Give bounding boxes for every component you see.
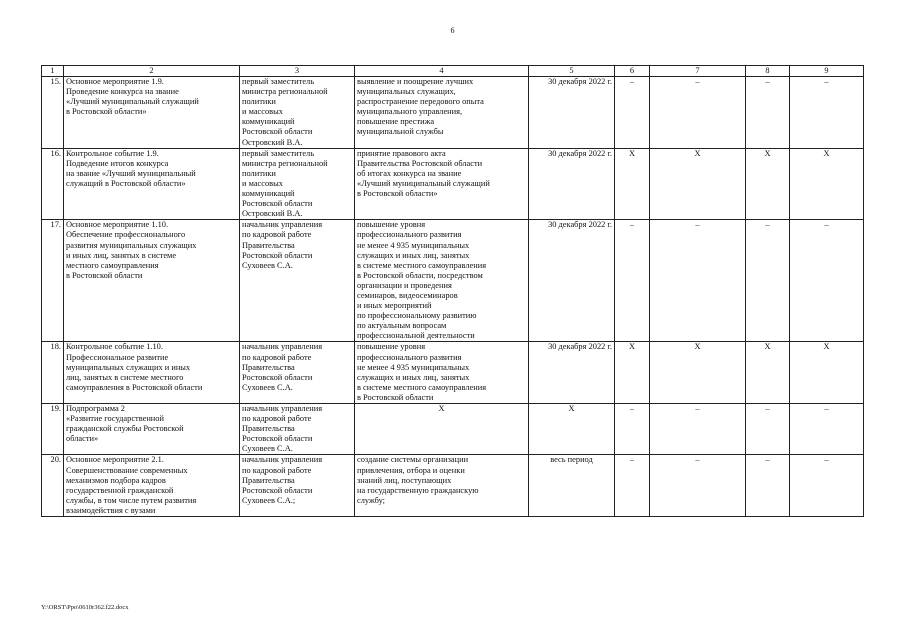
activity-name-line: развития муниципальных служащих (66, 240, 197, 250)
expected-result-line: муниципальной службы (357, 127, 444, 137)
activity-name-line: лиц, занятых в системе местного (66, 372, 184, 382)
responsible-executor (240, 220, 355, 342)
activity-name-line: гражданской службы Ростовской (66, 424, 184, 434)
col-6-cell: Х (615, 148, 650, 220)
activity-name-line: Подпрограмма 2 (66, 404, 125, 413)
row-number: 15. (42, 77, 64, 149)
responsible-executor-line: по кадровой работе (242, 352, 312, 362)
activity-name-line: и иных лиц, занятых в системе (66, 250, 177, 260)
responsible-executor-line: Ростовской области (242, 372, 313, 382)
table-row (42, 404, 864, 455)
responsible-executor-line: министра региональной (242, 87, 328, 97)
activity-name-line: Основное мероприятие 1.10. (66, 220, 169, 230)
responsible-executor-line: начальник управления (242, 220, 323, 230)
expected-result-line: и иных мероприятий (357, 301, 432, 311)
expected-result-line: муниципальных служащих, (357, 87, 456, 97)
col-8-cell: – (746, 455, 790, 517)
activity-name-line: Основное мероприятие 2.1. (66, 455, 164, 465)
responsible-executor-line: начальник управления (242, 404, 323, 413)
expected-result-line: по профессиональному развитию (357, 311, 477, 321)
col-7-cell: – (650, 404, 746, 455)
col-6-cell: – (615, 455, 650, 517)
responsible-executor-line: Правительства (242, 424, 295, 434)
responsible-executor-line: по кадровой работе (242, 230, 312, 240)
expected-result-line: не менее 4 935 муниципальных (357, 362, 470, 372)
deadline: 30 декабря 2022 г. (529, 148, 615, 220)
activity-name-line: взаимодействия с вузами (66, 505, 156, 515)
activity-name-line: Основное мероприятие 1.9. (66, 77, 164, 86)
expected-result-line: в Ростовской области» (357, 189, 438, 199)
activity-name-line: Профессиональное развитие (66, 352, 169, 362)
responsible-executor-line: Островский В.А. (242, 209, 303, 219)
responsible-executor-line: начальник управления (242, 455, 323, 465)
table-row (42, 220, 864, 342)
col-7-cell: Х (650, 342, 746, 404)
activities-table (41, 65, 864, 517)
responsible-executor-line: Островский В.А. (242, 137, 303, 147)
expected-result-line: не менее 4 935 муниципальных (357, 240, 470, 250)
expected-result-line: в системе местного самоуправления (357, 382, 487, 392)
header-cell: 2 (64, 66, 240, 77)
table-row (42, 342, 864, 404)
responsible-executor-line: политики (242, 97, 276, 107)
file-path-footer: Y:\ORST\Ppo\0610r362.f22.docx (41, 604, 129, 611)
header-cell: 7 (650, 66, 746, 77)
row-number: 18. (42, 342, 64, 404)
responsible-executor-line: Правительства (242, 240, 295, 250)
expected-result-line: распространение передового опыта (357, 97, 484, 107)
responsible-executor-line: Ростовской области (242, 485, 313, 495)
activity-name (64, 342, 240, 404)
deadline: 30 декабря 2022 г. (529, 77, 615, 149)
expected-result-line: в системе местного самоуправления (357, 260, 487, 270)
activity-name-line: в Ростовской области (66, 270, 143, 280)
responsible-executor-line: министра региональной (242, 158, 328, 168)
activity-name-line: Контрольное событие 1.10. (66, 342, 163, 352)
col-9-cell: – (790, 455, 864, 517)
expected-result-line: повышение уровня (357, 220, 426, 230)
header-cell: 1 (42, 66, 64, 77)
expected-result-line: повышение престижа (357, 117, 435, 127)
expected-result (355, 77, 529, 149)
row-number: 19. (42, 404, 64, 455)
header-cell: 9 (790, 66, 864, 77)
header-cell: 3 (240, 66, 355, 77)
responsible-executor (240, 148, 355, 220)
expected-result-line: профессионального развития (357, 230, 462, 240)
activity-name-line: Обеспечение профессионального (66, 230, 186, 240)
expected-result-line: создание системы организации (357, 455, 469, 465)
expected-result-line: в Ростовской области, посредством (357, 270, 483, 280)
responsible-executor-line: коммуникаций (242, 189, 295, 199)
responsible-executor-line: Суховеев С.А. (242, 444, 293, 454)
activity-name (64, 220, 240, 342)
responsible-executor-line: и массовых (242, 178, 283, 188)
expected-result (355, 148, 529, 220)
expected-result (355, 455, 529, 517)
activity-name-line: в Ростовской области» (66, 107, 147, 117)
col-6-cell: – (615, 220, 650, 342)
activity-name-line: местного самоуправления (66, 260, 159, 270)
responsible-executor-line: и массовых (242, 107, 283, 117)
activity-name (64, 77, 240, 149)
responsible-executor-line: политики (242, 168, 276, 178)
activity-name (64, 148, 240, 220)
header-cell: 5 (529, 66, 615, 77)
expected-result (355, 404, 529, 455)
activity-name-line: Подведение итогов конкурса (66, 158, 169, 168)
deadline: 30 декабря 2022 г. (529, 220, 615, 342)
col-8-cell: – (746, 220, 790, 342)
col-9-cell: Х (790, 148, 864, 220)
responsible-executor-line: Правительства (242, 475, 295, 485)
col-7-cell: – (650, 455, 746, 517)
col-7-cell: Х (650, 148, 746, 220)
col-7-cell: – (650, 220, 746, 342)
expected-result-line: по актуальным вопросам (357, 321, 447, 331)
expected-result-line: служащих и иных лиц, занятых (357, 250, 470, 260)
responsible-executor (240, 77, 355, 149)
responsible-executor-line: Ростовской области (242, 127, 313, 137)
col-9-cell: Х (790, 342, 864, 404)
activity-name-line: государственной гражданской (66, 485, 174, 495)
activity-name-line: муниципальных служащих и иных (66, 362, 191, 372)
expected-result-line: об итогах конкурса на звание (357, 168, 462, 178)
col-9-cell: – (790, 220, 864, 342)
col-8-cell: Х (746, 342, 790, 404)
activity-name (64, 455, 240, 517)
activity-name-line: службы, в том числе путем развития (66, 495, 197, 505)
responsible-executor-line: по кадровой работе (242, 414, 312, 424)
col-7-cell: – (650, 77, 746, 149)
col-8-cell: Х (746, 148, 790, 220)
responsible-executor-line: начальник управления (242, 342, 323, 352)
expected-result-line: привлечения, отбора и оценки (357, 465, 465, 475)
expected-result-line: профессиональной деятельности (357, 331, 475, 341)
deadline: весь период (529, 455, 615, 517)
activity-name-line: Контрольное событие 1.9. (66, 148, 159, 158)
responsible-executor-line: коммуникаций (242, 117, 295, 127)
activity-name-line: «Лучший муниципальный служащий (66, 97, 199, 107)
expected-result-line: организации и проведения (357, 280, 452, 290)
header-cell: 4 (355, 66, 529, 77)
activity-name-line: Проведение конкурса на звание (66, 87, 179, 97)
expected-result-line: на государственную гражданскую (357, 485, 479, 495)
expected-result-line: Х (438, 404, 445, 413)
activity-name-line: «Развитие государственной (66, 414, 164, 424)
expected-result-line: «Лучший муниципальный служащий (357, 178, 490, 188)
responsible-executor-line: Суховеев С.А. (242, 382, 293, 392)
expected-result-line: принятие правового акта (357, 148, 446, 158)
row-number: 17. (42, 220, 64, 342)
col-8-cell: – (746, 404, 790, 455)
header-cell: 6 (615, 66, 650, 77)
table-row (42, 77, 864, 149)
responsible-executor-line: Ростовской области (242, 250, 313, 260)
responsible-executor (240, 342, 355, 404)
expected-result (355, 220, 529, 342)
table-row (42, 455, 864, 517)
responsible-executor-line: Суховеев С.А.; (242, 495, 296, 505)
table-row (42, 148, 864, 220)
row-number: 16. (42, 148, 64, 220)
responsible-executor-line: Суховеев С.А. (242, 260, 293, 270)
responsible-executor (240, 404, 355, 455)
activity-name-line: области» (66, 434, 99, 444)
expected-result-line: семинаров, видеосеминаров (357, 290, 458, 300)
deadline: 30 декабря 2022 г. (529, 342, 615, 404)
expected-result-line: муниципального управления, (357, 107, 463, 117)
responsible-executor-line: первый заместитель (242, 148, 315, 158)
deadline: Х (529, 404, 615, 455)
expected-result-line: в Ростовской области (357, 392, 434, 402)
responsible-executor-line: Ростовской области (242, 434, 313, 444)
col-6-cell: – (615, 77, 650, 149)
col-6-cell: – (615, 404, 650, 455)
responsible-executor-line: Ростовской области (242, 199, 313, 209)
expected-result-line: повышение уровня (357, 342, 426, 352)
col-6-cell: Х (615, 342, 650, 404)
activity-name (64, 404, 240, 455)
expected-result-line: службу; (357, 495, 385, 505)
col-9-cell: – (790, 77, 864, 149)
expected-result-line: Правительства Ростовской области (357, 158, 483, 168)
col-8-cell: – (746, 77, 790, 149)
row-number: 20. (42, 455, 64, 517)
responsible-executor-line: первый заместитель (242, 77, 315, 86)
activity-name-line: механизмов подбора кадров (66, 475, 166, 485)
responsible-executor-line: Правительства (242, 362, 295, 372)
activity-name-line: Совершенствование современных (66, 465, 188, 475)
col-9-cell: – (790, 404, 864, 455)
activity-name-line: служащий в Ростовской области» (66, 178, 186, 188)
header-cell: 8 (746, 66, 790, 77)
responsible-executor (240, 455, 355, 517)
activity-name-line: на звание «Лучший муниципальный (66, 168, 196, 178)
expected-result-line: знаний лиц, поступающих (357, 475, 452, 485)
expected-result-line: служащих и иных лиц, занятых (357, 372, 470, 382)
page-number: 6 (450, 26, 455, 35)
column-number-row (42, 66, 864, 77)
expected-result (355, 342, 529, 404)
expected-result-line: выявление и поощрение лучших (357, 77, 474, 86)
expected-result-line: профессионального развития (357, 352, 462, 362)
activity-name-line: самоуправления в Ростовской области (66, 382, 203, 392)
responsible-executor-line: по кадровой работе (242, 465, 312, 475)
